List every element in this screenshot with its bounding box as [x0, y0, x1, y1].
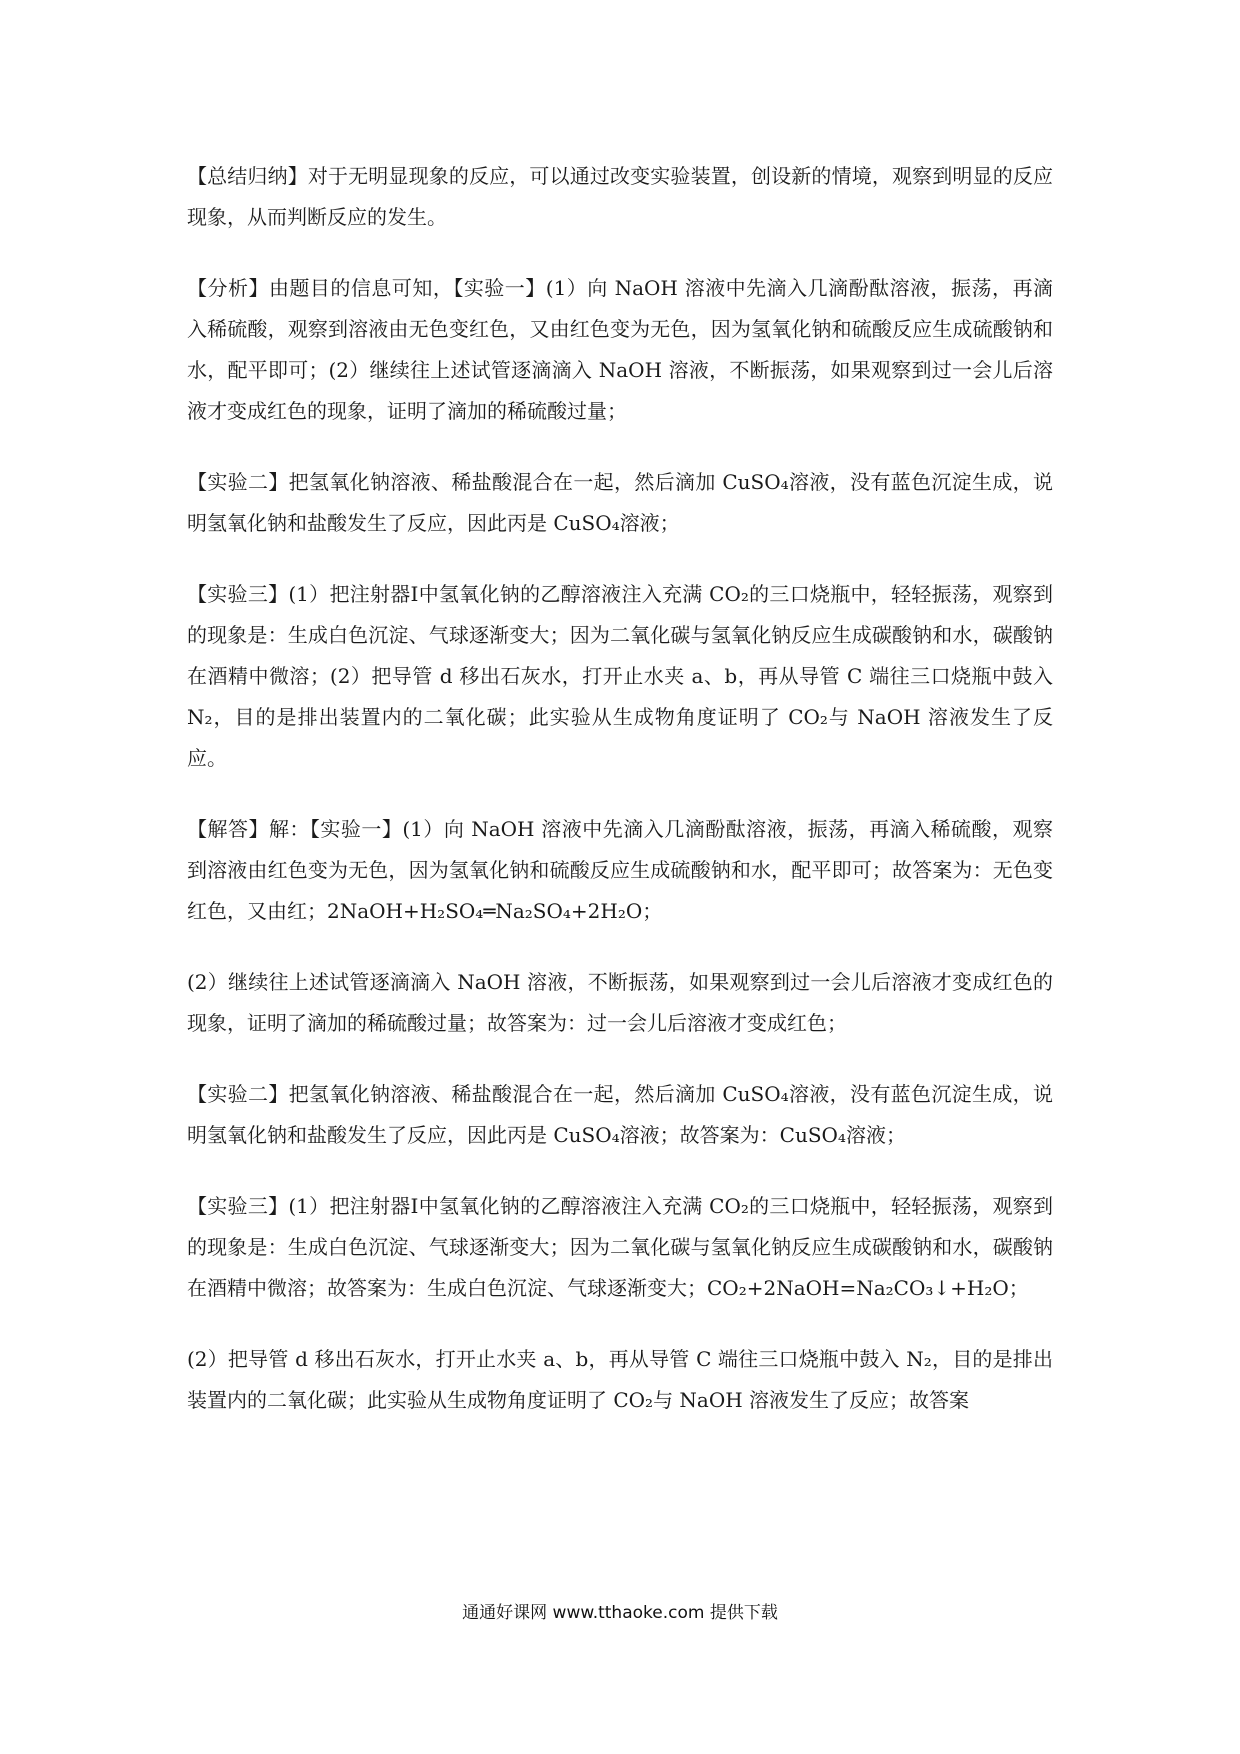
paragraph-analysis-exp3: 【实验三】(1）把注射器Ⅰ中氢氧化钠的乙醇溶液注入充满 CO₂的三口烧瓶中，轻轻振荡，观察到的现象是：生成白色沉淀、气球逐渐变大；因为二氧化碳与氢氧化钠反应生成碳酸钠和水，碳酸钠在酒精中微溶；(2）把导管 d 移出石灰水，打开止水夹 a、b，再从导管 C 端往三口烧瓶中鼓入 N₂，目的是排出装置内的二氧化碳；此实验从生成物角度证明了 CO₂与 NaOH 溶液发生了反应。: [187, 582, 1053, 770]
paragraph-analysis-exp2: 【实验二】把氢氧化钠溶液、稀盐酸混合在一起，然后滴加 CuSO₄溶液，没有蓝色沉淀生成，说明氢氧化钠和盐酸发生了反应，因此丙是 CuSO₄溶液；: [187, 470, 1053, 535]
paragraph-answer-exp3-part2: (2）把导管 d 移出石灰水，打开止水夹 a、b，再从导管 C 端往三口烧瓶中鼓入 N₂，目的是排出装置内的二氧化碳；此实验从生成物角度证明了 CO₂与 NaOH 溶液发生了反应；故答案: [187, 1347, 1053, 1412]
page-footer: 通通好课网 www.tthaoke.com 提供下载: [462, 1603, 778, 1623]
paragraph-summary: 【总结归纳】对于无明显现象的反应，可以通过改变实验装置，创设新的情境，观察到明显的反应现象，从而判断反应的发生。: [187, 164, 1053, 229]
paragraph-answer-exp2: 【实验二】把氢氧化钠溶液、稀盐酸混合在一起，然后滴加 CuSO₄溶液，没有蓝色沉淀生成，说明氢氧化钠和盐酸发生了反应，因此丙是 CuSO₄溶液；故答案为：CuSO₄溶液；: [187, 1082, 1053, 1147]
document-body: [187, 156, 1053, 1451]
paragraph-answer-exp1-part1: 【解答】解：【实验一】(1）向 NaOH 溶液中先滴入几滴酚酞溶液，振荡，再滴入稀硫酸，观察到溶液由红色变为无色，因为氢氧化钠和硫酸反应生成硫酸钠和水，配平即可；故答案为：无色变红色，又由红；2NaOH+H₂SO₄═Na₂SO₄+2H₂O；: [187, 817, 1053, 923]
paragraph-analysis: 【分析】由题目的信息可知，【实验一】(1）向 NaOH 溶液中先滴入几滴酚酞溶液，振荡，再滴入稀硫酸，观察到溶液由无色变红色，又由红色变为无色，因为氢氧化钠和硫酸反应生成硫酸钠和水，配平即可；(2）继续往上述试管逐滴滴入 NaOH 溶液，不断振荡，如果观察到过一会儿后溶液才变成红色的现象，证明了滴加的稀硫酸过量；: [187, 276, 1053, 423]
paragraph-answer-exp3-part1: 【实验三】(1）把注射器Ⅰ中氢氧化钠的乙醇溶液注入充满 CO₂的三口烧瓶中，轻轻振荡，观察到的现象是：生成白色沉淀、气球逐渐变大；因为二氧化碳与氢氧化钠反应生成碳酸钠和水，碳酸钠在酒精中微溶；故答案为：生成白色沉淀、气球逐渐变大；CO₂+2NaOH=Na₂CO₃↓+H₂O；: [187, 1194, 1053, 1300]
paragraph-answer-exp1-part2: (2）继续往上述试管逐滴滴入 NaOH 溶液，不断振荡，如果观察到过一会儿后溶液才变成红色的现象，证明了滴加的稀硫酸过量；故答案为：过一会儿后溶液才变成红色；: [187, 970, 1053, 1035]
